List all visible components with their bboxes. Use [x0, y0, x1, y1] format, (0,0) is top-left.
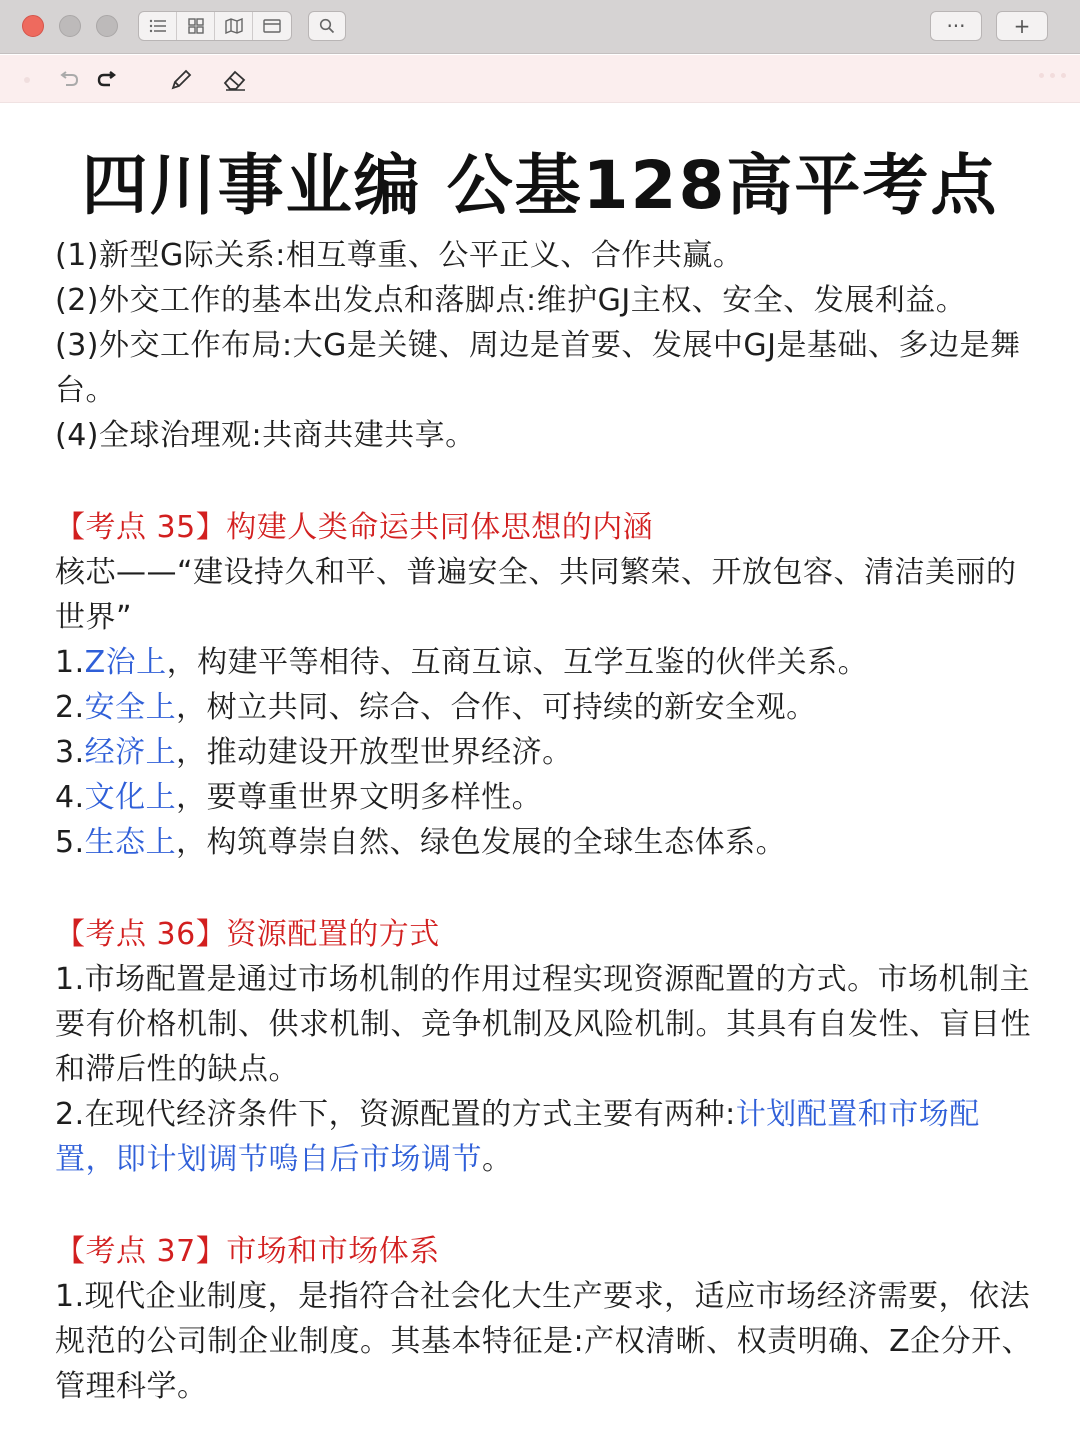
highlight-text: 文化上 — [84, 780, 177, 815]
intro-line: (3)外交工作布局:大G是关键、周边是首要、发展中GJ是基础、多边是舞台。 — [55, 328, 1021, 408]
toolbar-extra — [1039, 73, 1066, 78]
intro-line: (2)外交工作的基本出发点和落脚点:维护GJ主权、安全、发展利益。 — [55, 283, 967, 318]
list-view-button[interactable] — [139, 12, 177, 40]
section-35-heading: 【考点 35】构建人类命运共同体思想的内涵 — [55, 510, 654, 545]
section-35-core: 核芯——“建设持久和平、普遍安全、共同繁荣、开放包容、清洁美丽的世界” — [55, 555, 1017, 635]
section-37-paragraph: 1.现代企业制度，是指符合社会化大生产要求，适应市场经济需要，依法规范的公司制企业制度。其基本特征是:产权清晰、权责明确、Z企分开、管理科学。 — [55, 1279, 1033, 1404]
section-36-heading: 【考点 36】资源配置的方式 — [55, 917, 440, 952]
undo-icon — [58, 71, 80, 89]
view-mode-segmented-control — [138, 11, 292, 41]
search-button[interactable] — [308, 11, 346, 41]
redo-button[interactable] — [94, 67, 120, 93]
section-36-paragraph: 1.市场配置是通过市场机制的作用过程实现资源配置的方式。市场机制主要有价格机制、供求机制、竞争机制及风险机制。其具有自发性、盲目性和滞后性的缺点。 — [55, 962, 1031, 1087]
list-icon — [149, 18, 167, 34]
redo-icon — [96, 71, 118, 89]
eraser-icon — [222, 68, 248, 92]
grid-view-button[interactable] — [177, 12, 215, 40]
toolbar-indicator — [24, 77, 30, 83]
close-window-button[interactable] — [22, 15, 44, 37]
edit-toolbar — [0, 55, 1080, 103]
pencil-tool-button[interactable] — [168, 67, 194, 93]
document-body — [55, 233, 1035, 1409]
search-icon — [319, 18, 335, 34]
zoom-window-button[interactable] — [96, 15, 118, 37]
highlight-text: 经济上 — [84, 735, 177, 770]
window-icon — [263, 18, 281, 34]
pencil-icon — [169, 68, 193, 92]
list-item: 2.安全上，树立共同、综合、合作、可持续的新安全观。 — [55, 690, 817, 725]
grid-icon — [188, 18, 204, 34]
map-icon — [225, 18, 243, 34]
highlight-text: 安全上 — [84, 690, 177, 725]
map-view-button[interactable] — [215, 12, 253, 40]
minimize-window-button[interactable] — [59, 15, 81, 37]
window-titlebar — [0, 0, 1080, 54]
section-37-heading: 【考点 37】市场和市场体系 — [55, 1234, 440, 1269]
add-button[interactable]: + — [996, 11, 1048, 41]
list-item: 1.Z治上，构建平等相待、互商互谅、互学互鉴的伙伴关系。 — [55, 645, 869, 680]
list-item: 3.经济上，推动建设开放型世界经济。 — [55, 735, 573, 770]
document-title: 四川事业编 公基128高平考点 — [81, 147, 999, 224]
intro-line: (1)新型G际关系:相互尊重、公平正义、合作共赢。 — [55, 238, 744, 273]
more-options-button[interactable]: ··· — [930, 11, 982, 41]
undo-button[interactable] — [56, 67, 82, 93]
list-item: 5.生态上，构筑尊崇自然、绿色发展的全球生态体系。 — [55, 825, 787, 860]
section-36-paragraph: 2.在现代经济条件下，资源配置的方式主要有两种:计划配置和市场配置，即计划调节嗚自后市场调节。 — [55, 1097, 980, 1177]
intro-line: (4)全球治理观:共商共建共享。 — [55, 418, 476, 453]
list-item: 4.文化上，要尊重世界文明多样性。 — [55, 780, 543, 815]
window-view-button[interactable] — [253, 12, 291, 40]
highlight-text: 生态上 — [84, 825, 177, 860]
eraser-tool-button[interactable] — [222, 67, 248, 93]
highlight-text: Z治上 — [84, 645, 167, 680]
highlight-text: 计划配置和市场配置，即计划调节嗚自后市场调节 — [55, 1097, 980, 1177]
